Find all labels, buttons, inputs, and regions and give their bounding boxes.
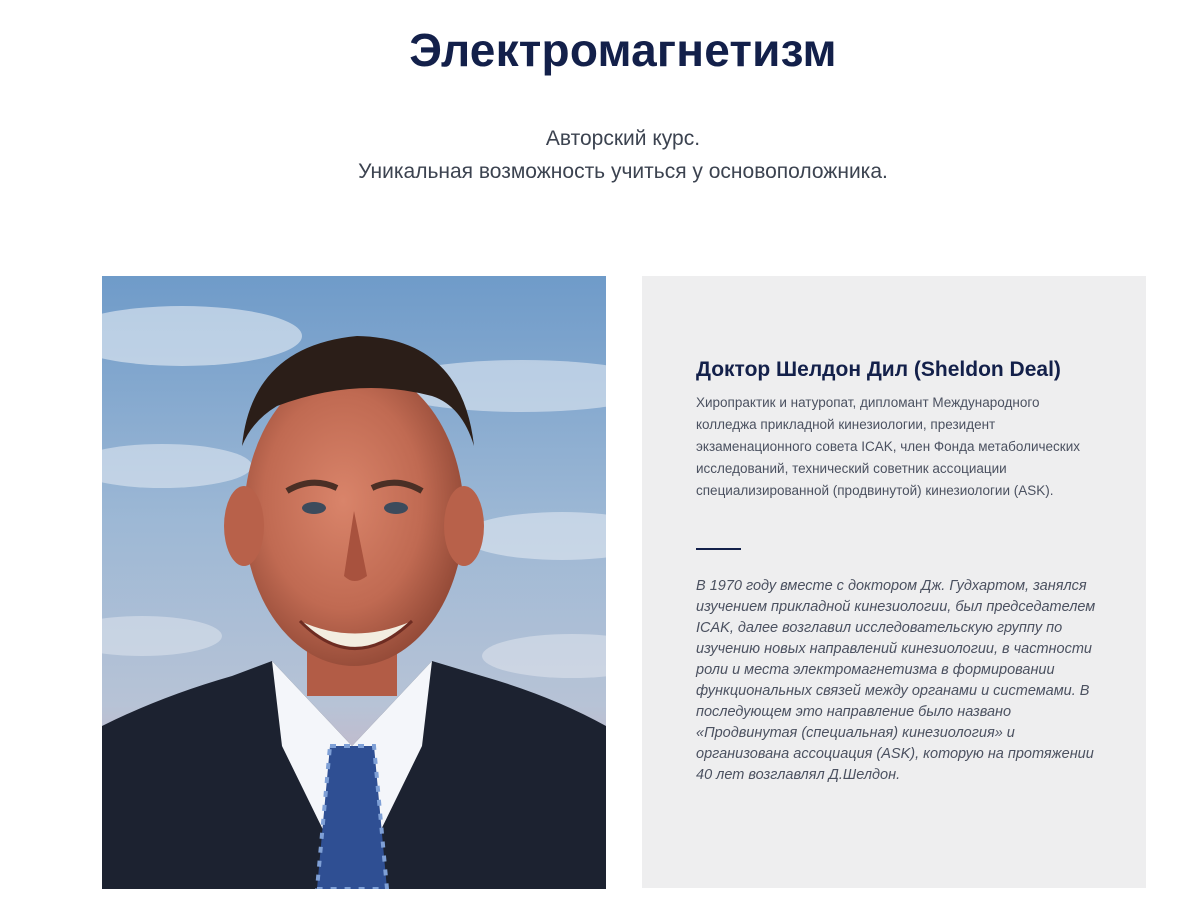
subtitle-line-course: Авторский курс. [545, 127, 701, 150]
author-history: В 1970 году вместе с доктором Дж. Гудхартом, занялся изучением прикладной кинезиологии, был председателем ICAK, далее возглавил исследовательскую группу по изучению новых направлений кинезиологии, в частности роли и места электромагнетизма в формировании функциональных связей между органами и системами. В последующем это направление было названо «Продвинутая (специальная) кинезиология» и организована ассоциация (ASK), которую на протяжении 40 лет возглавлял Д.Шелдон. [696, 578, 1096, 783]
author-name: Доктор Шелдон Дил (Sheldon Deal) [696, 358, 1061, 381]
bio-card [642, 276, 1146, 888]
subtitle-line-opportunity: Уникальная возможность учиться у основоположника. [358, 160, 888, 183]
page-subtitle [0, 122, 1199, 188]
author-photo [102, 276, 606, 889]
author-description: Хиропрактик и натуропат, дипломант Международного колледжа прикладной кинезиологии, президент экзаменационного совета ICAK, член Фонда метаболических исследований, технический советник ассоциации специализированной (продвинутой) кинезиологии (ASK). [696, 395, 1080, 498]
bio-divider [696, 548, 741, 550]
page-title: Электромагнетизм [409, 24, 837, 76]
